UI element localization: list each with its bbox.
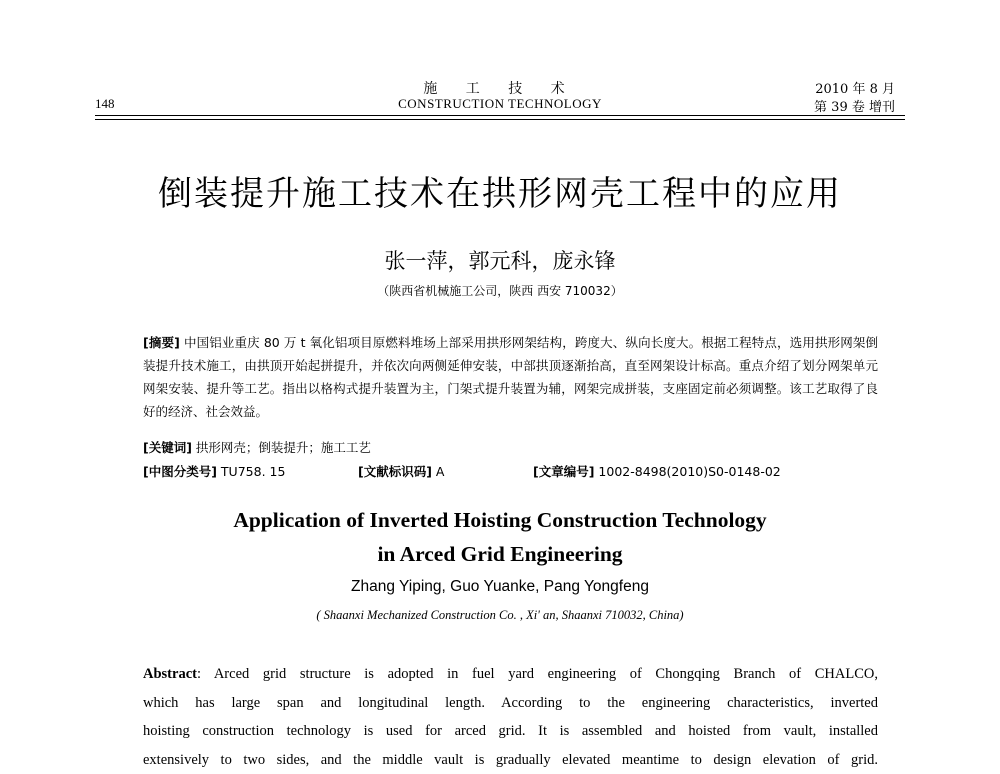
clc-value: TU758. 15	[221, 464, 286, 479]
document-code	[358, 460, 444, 483]
header-rule-thick	[95, 115, 905, 116]
affiliation-en: ( Shaanxi Mechanized Construction Co. , Xi' an, Shaanxi 710032, China)	[0, 608, 1000, 623]
abstract-cn	[143, 331, 878, 423]
doc-code-label: [文献标识码]	[358, 464, 432, 479]
abstract-cn-text: 中国铝业重庆 80 万 t 氧化铝项目原燃料堆场上部采用拱形网架结构，跨度大、纵向长度大。根据工程特点，选用拱形网架倒装提升技术施工，由拱顶开始起拼提升，并依次向两侧延伸安装，中部拱顶逐渐抬高，直至网架设计标高。重点介绍了划分网架单元网架安装、提升等工艺。指出以格构式提升装置为主，门架式提升装置为辅，网架完成拼装，支座固定前必须调整。该工艺取得了良好的经济、社会效益。	[143, 335, 878, 419]
abstract-cn-label: [摘要]	[143, 335, 180, 350]
volume-info: 第 39 卷 增刊	[814, 96, 895, 115]
abstract-en-line-2: which has large span and longitudinal length. According to the engineering characteristics, inverted	[143, 689, 878, 718]
abstract-en	[143, 660, 878, 774]
abstract-en-text-1: : Arced grid structure is adopted in fuel yard engineering of Chongqing Branch of CHALCO,	[197, 666, 878, 682]
article-id-label: [文章编号]	[533, 464, 594, 479]
paper-title-en	[0, 503, 1000, 571]
abstract-en-line-3: hoisting construction technology is used for arced grid. It is assembled and hoisted from vault, installed	[143, 717, 878, 746]
article-id	[533, 460, 781, 483]
paper-title-cn: 倒装提升施工技术在拱形网壳工程中的应用	[0, 166, 1000, 215]
journal-name-en: CONSTRUCTION TECHNOLOGY	[0, 96, 1000, 112]
title-en-line-1: Application of Inverted Hoisting Construction Technology	[0, 503, 1000, 537]
affiliation-cn: （陕西省机械施工公司，陕西 西安 710032）	[0, 282, 1000, 299]
abstract-en-line-1	[143, 660, 878, 689]
header-rule-thin	[95, 119, 905, 120]
article-id-value: 1002-8498(2010)S0-0148-02	[598, 464, 780, 479]
abstract-en-label: Abstract	[143, 666, 197, 682]
clc-number	[143, 460, 285, 483]
title-en-line-2: in Arced Grid Engineering	[0, 537, 1000, 571]
page-number: 148	[95, 96, 115, 112]
journal-name-cn: 施 工 技 术	[0, 78, 1000, 98]
keywords-cn-label: [关键词]	[143, 440, 192, 455]
keywords-cn	[143, 436, 878, 459]
authors-en: Zhang Yiping, Guo Yuanke, Pang Yongfeng	[0, 578, 1000, 596]
authors-cn: 张一萍，郭元科，庞永锋	[0, 245, 1000, 275]
doc-code-value: A	[436, 464, 445, 479]
keywords-cn-text: 拱形网壳；倒装提升；施工工艺	[196, 440, 371, 455]
clc-label: [中图分类号]	[143, 464, 217, 479]
issue-date: 2010 年 8 月	[815, 78, 895, 97]
abstract-en-line-4: extensively to two sides, and the middle vault is gradually elevated meantime to design elevation of grid.	[143, 746, 878, 774]
